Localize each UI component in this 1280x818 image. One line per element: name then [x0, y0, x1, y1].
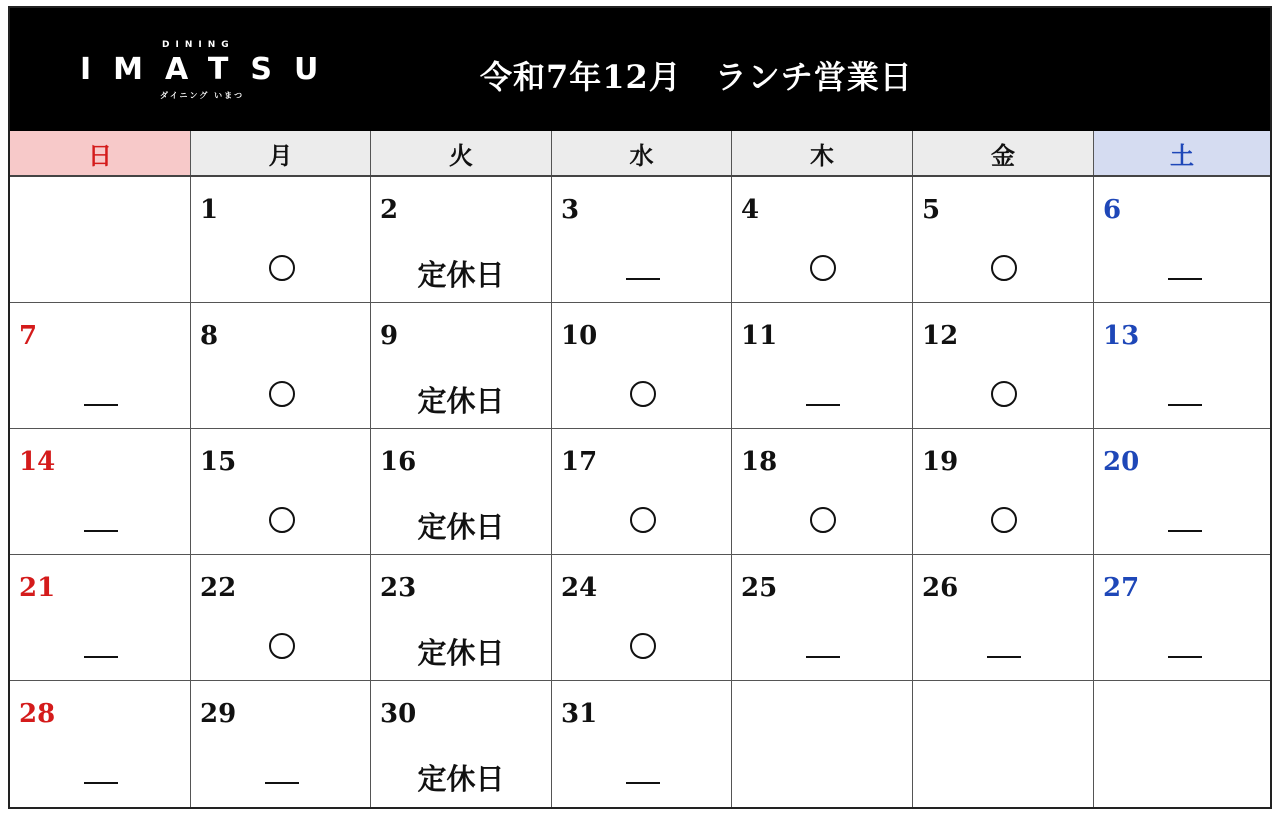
calendar-day-cell — [913, 303, 1094, 429]
day-number: 29 — [200, 699, 237, 729]
dash-shape — [987, 656, 1021, 658]
calendar-day-cell — [10, 681, 191, 807]
no-lunch-dash-icon — [806, 379, 840, 414]
calendar-day-cell — [732, 177, 913, 303]
circle-shape — [810, 507, 836, 533]
circle-shape — [991, 255, 1017, 281]
calendar-day-cell — [1094, 555, 1270, 681]
day-number: 11 — [741, 321, 778, 351]
day-number: 6 — [1103, 195, 1122, 225]
day-number: 17 — [561, 447, 598, 477]
day-number: 30 — [380, 699, 417, 729]
open-circle-icon — [626, 379, 660, 415]
day-number: 9 — [380, 321, 399, 351]
closed-label: 定休日 — [417, 258, 505, 292]
open-circle-icon — [806, 253, 840, 289]
circle-shape — [269, 507, 295, 533]
day-number: 4 — [741, 195, 760, 225]
dash-shape — [84, 404, 118, 406]
calendar-day-cell — [371, 429, 552, 555]
calendar-day-cell — [552, 429, 732, 555]
weekday-saturday: 土 — [1094, 131, 1270, 175]
calendar-day-cell — [913, 177, 1094, 303]
calendar-title: 令和7年12月 ランチ営業日 — [480, 58, 913, 96]
weekday-wednesday: 水 — [552, 131, 732, 175]
dash-shape — [806, 656, 840, 658]
circle-shape — [269, 255, 295, 281]
day-number: 20 — [1103, 447, 1140, 477]
day-number: 31 — [561, 699, 598, 729]
dash-shape — [1168, 404, 1202, 406]
no-lunch-dash-icon — [626, 253, 660, 288]
dash-shape — [265, 782, 299, 784]
calendar-day-cell — [1094, 429, 1270, 555]
calendar-day-cell — [191, 303, 371, 429]
calendar-day-cell — [1094, 303, 1270, 429]
calendar-day-cell — [10, 303, 191, 429]
calendar-day-cell — [191, 681, 371, 807]
calendar-day-cell — [371, 303, 552, 429]
logo-top-text: DINING — [162, 40, 235, 50]
day-number: 24 — [561, 573, 598, 603]
day-number: 13 — [1103, 321, 1140, 351]
dash-shape — [626, 278, 660, 280]
open-circle-icon — [987, 253, 1021, 289]
open-circle-icon — [626, 631, 660, 667]
circle-shape — [269, 381, 295, 407]
dash-shape — [1168, 278, 1202, 280]
no-lunch-dash-icon — [1168, 379, 1202, 414]
calendar-header — [10, 8, 1270, 131]
day-number: 5 — [922, 195, 941, 225]
weekday-sunday: 日 — [10, 131, 191, 175]
weekday-monday: 月 — [191, 131, 371, 175]
day-number: 21 — [19, 573, 56, 603]
no-lunch-dash-icon — [1168, 631, 1202, 666]
open-circle-icon — [987, 505, 1021, 541]
calendar-day-cell — [552, 177, 732, 303]
open-circle-icon — [626, 505, 660, 541]
no-lunch-dash-icon — [84, 757, 118, 792]
no-lunch-dash-icon — [265, 757, 299, 792]
no-lunch-dash-icon — [1168, 505, 1202, 540]
no-lunch-dash-icon — [84, 379, 118, 414]
calendar-day-cell — [191, 429, 371, 555]
day-number: 10 — [561, 321, 598, 351]
calendar-day-cell — [913, 681, 1094, 807]
day-number: 12 — [922, 321, 959, 351]
circle-shape — [810, 255, 836, 281]
day-number: 27 — [1103, 573, 1140, 603]
day-number: 2 — [380, 195, 399, 225]
dash-shape — [1168, 656, 1202, 658]
calendar-day-cell — [191, 555, 371, 681]
circle-shape — [269, 633, 295, 659]
dash-shape — [84, 656, 118, 658]
open-circle-icon — [987, 379, 1021, 415]
circle-shape — [630, 633, 656, 659]
closed-label: 定休日 — [417, 636, 505, 670]
weekday-tuesday: 火 — [371, 131, 552, 175]
logo-sub-text: ダイニング いまつ — [160, 91, 245, 100]
dash-shape — [1168, 530, 1202, 532]
no-lunch-dash-icon — [1168, 253, 1202, 288]
calendar-grid — [10, 177, 1270, 807]
calendar-day-cell — [371, 177, 552, 303]
calendar-day-cell — [1094, 177, 1270, 303]
day-number: 26 — [922, 573, 959, 603]
calendar-day-cell — [552, 303, 732, 429]
imatsu-logo — [80, 40, 341, 104]
no-lunch-dash-icon — [84, 631, 118, 666]
no-lunch-dash-icon — [806, 631, 840, 666]
dash-shape — [84, 530, 118, 532]
closed-label: 定休日 — [417, 762, 505, 796]
day-number: 1 — [200, 195, 219, 225]
dash-shape — [806, 404, 840, 406]
circle-shape — [630, 381, 656, 407]
day-number: 15 — [200, 447, 237, 477]
day-number: 16 — [380, 447, 417, 477]
logo-main-text: IMATSU — [80, 52, 341, 87]
open-circle-icon — [265, 505, 299, 541]
calendar-day-cell — [10, 429, 191, 555]
open-circle-icon — [806, 505, 840, 541]
calendar-day-cell — [913, 555, 1094, 681]
open-circle-icon — [265, 379, 299, 415]
calendar-day-cell — [913, 429, 1094, 555]
calendar-day-cell — [1094, 681, 1270, 807]
day-number: 7 — [19, 321, 38, 351]
calendar-day-cell — [10, 177, 191, 303]
circle-shape — [991, 507, 1017, 533]
day-number: 8 — [200, 321, 219, 351]
day-number: 18 — [741, 447, 778, 477]
weekday-header-row — [10, 131, 1270, 177]
calendar-frame — [8, 6, 1272, 809]
calendar-day-cell — [732, 429, 913, 555]
calendar-day-cell — [191, 177, 371, 303]
open-circle-icon — [265, 631, 299, 667]
day-number: 14 — [19, 447, 56, 477]
day-number: 25 — [741, 573, 778, 603]
calendar-day-cell — [552, 681, 732, 807]
calendar-day-cell — [732, 555, 913, 681]
calendar-day-cell — [732, 681, 913, 807]
weekday-friday: 金 — [913, 131, 1094, 175]
calendar-day-cell — [732, 303, 913, 429]
dash-shape — [84, 782, 118, 784]
circle-shape — [630, 507, 656, 533]
no-lunch-dash-icon — [84, 505, 118, 540]
closed-label: 定休日 — [417, 510, 505, 544]
calendar-day-cell — [552, 555, 732, 681]
calendar-day-cell — [10, 555, 191, 681]
open-circle-icon — [265, 253, 299, 289]
no-lunch-dash-icon — [626, 757, 660, 792]
no-lunch-dash-icon — [987, 631, 1021, 666]
circle-shape — [991, 381, 1017, 407]
dash-shape — [626, 782, 660, 784]
calendar-day-cell — [371, 681, 552, 807]
closed-label: 定休日 — [417, 384, 505, 418]
calendar-day-cell — [371, 555, 552, 681]
weekday-thursday: 木 — [732, 131, 913, 175]
day-number: 19 — [922, 447, 959, 477]
day-number: 22 — [200, 573, 237, 603]
day-number: 23 — [380, 573, 417, 603]
day-number: 3 — [561, 195, 580, 225]
day-number: 28 — [19, 699, 56, 729]
